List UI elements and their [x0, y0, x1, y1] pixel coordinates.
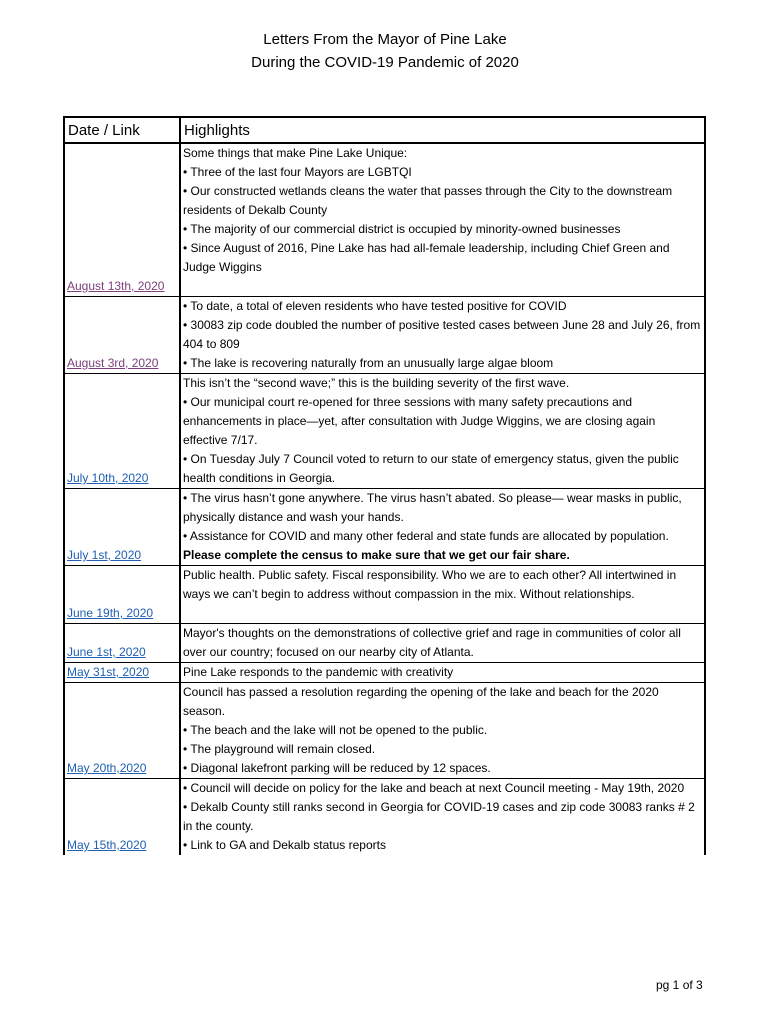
highlights-cell — [180, 779, 705, 856]
table-row — [64, 663, 705, 683]
highlight-line: This isn’t the “second wave;” this is the building severity of the first wave. — [183, 376, 570, 390]
highlight-line: • To date, a total of eleven residents who have tested positive for COVID — [183, 299, 567, 313]
letter-date-link[interactable]: May 31st, 2020 — [67, 665, 150, 679]
highlight-line: Mayor's thoughts on the demonstrations of collective grief and rage in communities of color all over our country; focused on our nearby city of Atlanta. — [183, 626, 681, 659]
highlights-cell — [180, 297, 705, 374]
date-cell — [64, 143, 180, 297]
highlight-line: • Dekalb County still ranks second in Georgia for COVID-19 cases and zip code 30083 ranks # 2 in the county. — [183, 800, 695, 833]
letter-date-link[interactable]: August 13th, 2020 — [67, 279, 165, 293]
highlight-line: • The playground will remain closed. — [183, 742, 376, 756]
highlight-line: Public health. Public safety. Fiscal responsibility. Who we are to each other? All intertwined in ways we can’t begin to address without compassion in the mix. Without relationships. — [183, 568, 677, 601]
letter-date-link[interactable]: May 15th,2020 — [67, 838, 147, 852]
document-title-line-2: During the COVID-19 Pandemic of 2020 — [251, 54, 519, 71]
letter-date-link[interactable]: June 19th, 2020 — [67, 606, 154, 620]
highlight-line: Pine Lake responds to the pandemic with creativity — [183, 665, 454, 679]
highlight-line: • The beach and the lake will not be opened to the public. — [183, 723, 488, 737]
highlight-line: • Council will decide on policy for the lake and beach at next Council meeting - May 19th, 2020 — [183, 781, 685, 795]
highlight-line: • The lake is recovering naturally from an unusually large algae bloom — [183, 356, 554, 370]
date-cell — [64, 624, 180, 663]
highlight-line: • Our constructed wetlands cleans the water that passes through the City to the downstream residents of Dekalb County — [183, 184, 673, 217]
letter-date-link[interactable]: July 10th, 2020 — [67, 471, 149, 485]
date-cell — [64, 663, 180, 683]
page-number: pg 1 of 3 — [656, 978, 703, 992]
highlight-line: • 30083 zip code doubled the number of positive tested cases between June 28 and July 26, from 404 to 809 — [183, 318, 701, 351]
highlight-line: Council has passed a resolution regarding the opening of the lake and beach for the 2020 season. — [183, 685, 659, 718]
table-row — [64, 374, 705, 489]
date-cell — [64, 683, 180, 779]
header-highlights: Highlights — [180, 117, 705, 143]
census-callout: Please complete the census to make sure that we get our fair share. — [183, 548, 570, 562]
date-cell — [64, 779, 180, 856]
highlights-cell — [180, 683, 705, 779]
date-cell — [64, 374, 180, 489]
date-cell — [64, 566, 180, 624]
table-row — [64, 489, 705, 566]
highlights-cell — [180, 489, 705, 566]
table-row — [64, 624, 705, 663]
header-date-link: Date / Link — [64, 117, 180, 143]
table-row — [64, 297, 705, 374]
table-row — [64, 683, 705, 779]
highlight-line: • On Tuesday July 7 Council voted to return to our state of emergency status, given the public health conditions in Georgia. — [183, 452, 679, 485]
date-cell — [64, 489, 180, 566]
highlights-cell — [180, 566, 705, 624]
table-row — [64, 566, 705, 624]
highlights-cell — [180, 374, 705, 489]
highlights-cell — [180, 663, 705, 683]
highlight-line: • Our municipal court re-opened for three sessions with many safety precautions and enhancements in place—yet, after consultation with Judge Wiggins, we are closing again effective 7/17. — [183, 395, 656, 447]
letter-date-link[interactable]: May 20th,2020 — [67, 761, 147, 775]
document-title-line-1: Letters From the Mayor of Pine Lake — [263, 31, 507, 48]
highlight-line: • Diagonal lakefront parking will be reduced by 12 spaces. — [183, 761, 491, 775]
highlight-line: • The virus hasn’t gone anywhere. The virus hasn’t abated. So please— wear masks in public, physically distance and wash your hands. — [183, 491, 682, 524]
highlights-cell — [180, 624, 705, 663]
row-spacer — [183, 277, 702, 296]
letter-date-link[interactable]: June 1st, 2020 — [67, 645, 146, 659]
row-spacer — [183, 604, 702, 623]
highlight-line: • Assistance for COVID and many other federal and state funds are allocated by population. — [183, 529, 669, 543]
highlights-cell — [180, 143, 705, 297]
highlight-line: Some things that make Pine Lake Unique: — [183, 146, 408, 160]
highlight-line: • Three of the last four Mayors are LGBTQI — [183, 165, 412, 179]
table-header-row — [64, 117, 705, 143]
table-row — [64, 779, 705, 856]
table-row — [64, 143, 705, 297]
letter-date-link[interactable]: August 3rd, 2020 — [67, 356, 159, 370]
date-cell — [64, 297, 180, 374]
highlight-line: • Link to GA and Dekalb status reports — [183, 838, 386, 852]
highlight-line: • Since August of 2016, Pine Lake has had all-female leadership, including Chief Green and Judge Wiggins — [183, 241, 670, 274]
letters-table — [63, 116, 706, 855]
highlight-line: • The majority of our commercial district is occupied by minority-owned businesses — [183, 222, 621, 236]
letter-date-link[interactable]: July 1st, 2020 — [67, 548, 142, 562]
